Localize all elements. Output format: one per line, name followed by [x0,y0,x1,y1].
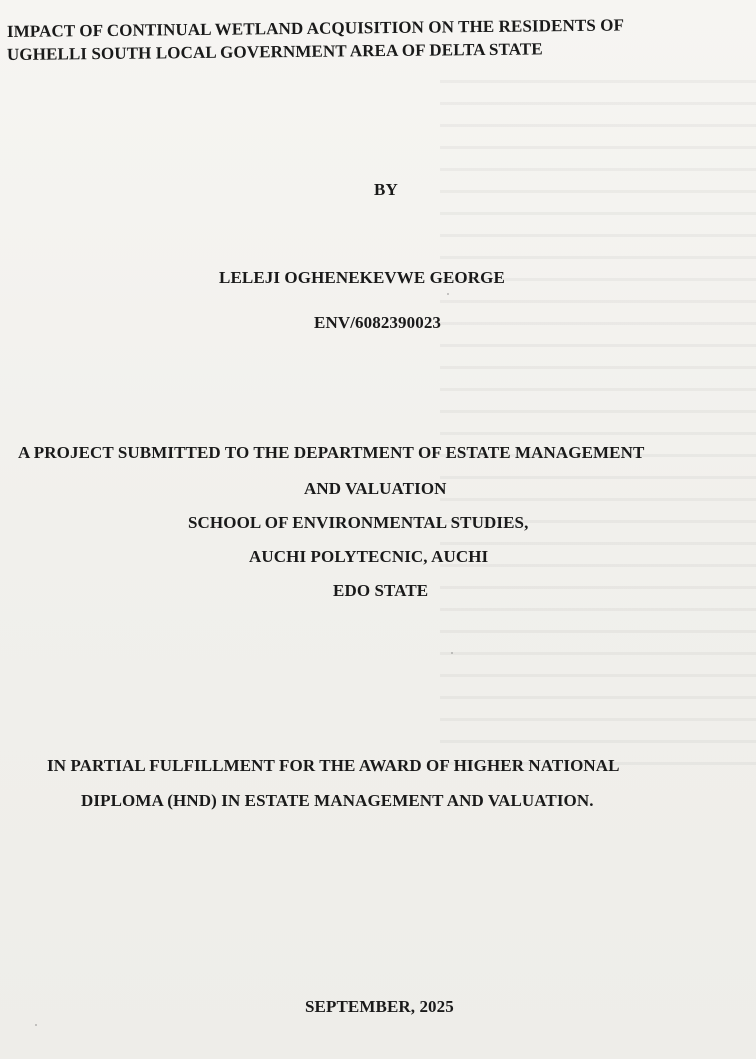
show-through-text [440,80,756,780]
registration-number: ENV/6082390023 [314,313,442,332]
submission-line-2: AND VALUATION [304,479,447,498]
fulfillment-line-2: DIPLOMA (HND) IN ESTATE MANAGEMENT AND VALUATION. [81,791,594,810]
paper-speck [451,652,453,654]
submission-line-1: A PROJECT SUBMITTED TO THE DEPARTMENT OF ESTATE MANAGEMENT [18,443,645,462]
paper-speck [447,293,449,295]
state-name: EDO STATE [333,581,429,600]
project-title-line-2: UGHELLI SOUTH LOCAL GOVERNMENT AREA OF DELTA STATE [6,39,543,64]
submission-date: SEPTEMBER, 2025 [305,997,454,1016]
author-name: LELEJI OGHENEKEVWE GEORGE [219,268,505,287]
paper-speck [35,1024,37,1026]
by-label: BY [374,180,398,199]
institution-name: AUCHI POLYTECNIC, AUCHI [249,547,489,566]
school-name: SCHOOL OF ENVIRONMENTAL STUDIES, [188,513,529,532]
fulfillment-line-1: IN PARTIAL FULFILLMENT FOR THE AWARD OF HIGHER NATIONAL [47,756,620,775]
project-title-line-1: IMPACT OF CONTINUAL WETLAND ACQUISITION ON THE RESIDENTS OF [6,15,625,41]
